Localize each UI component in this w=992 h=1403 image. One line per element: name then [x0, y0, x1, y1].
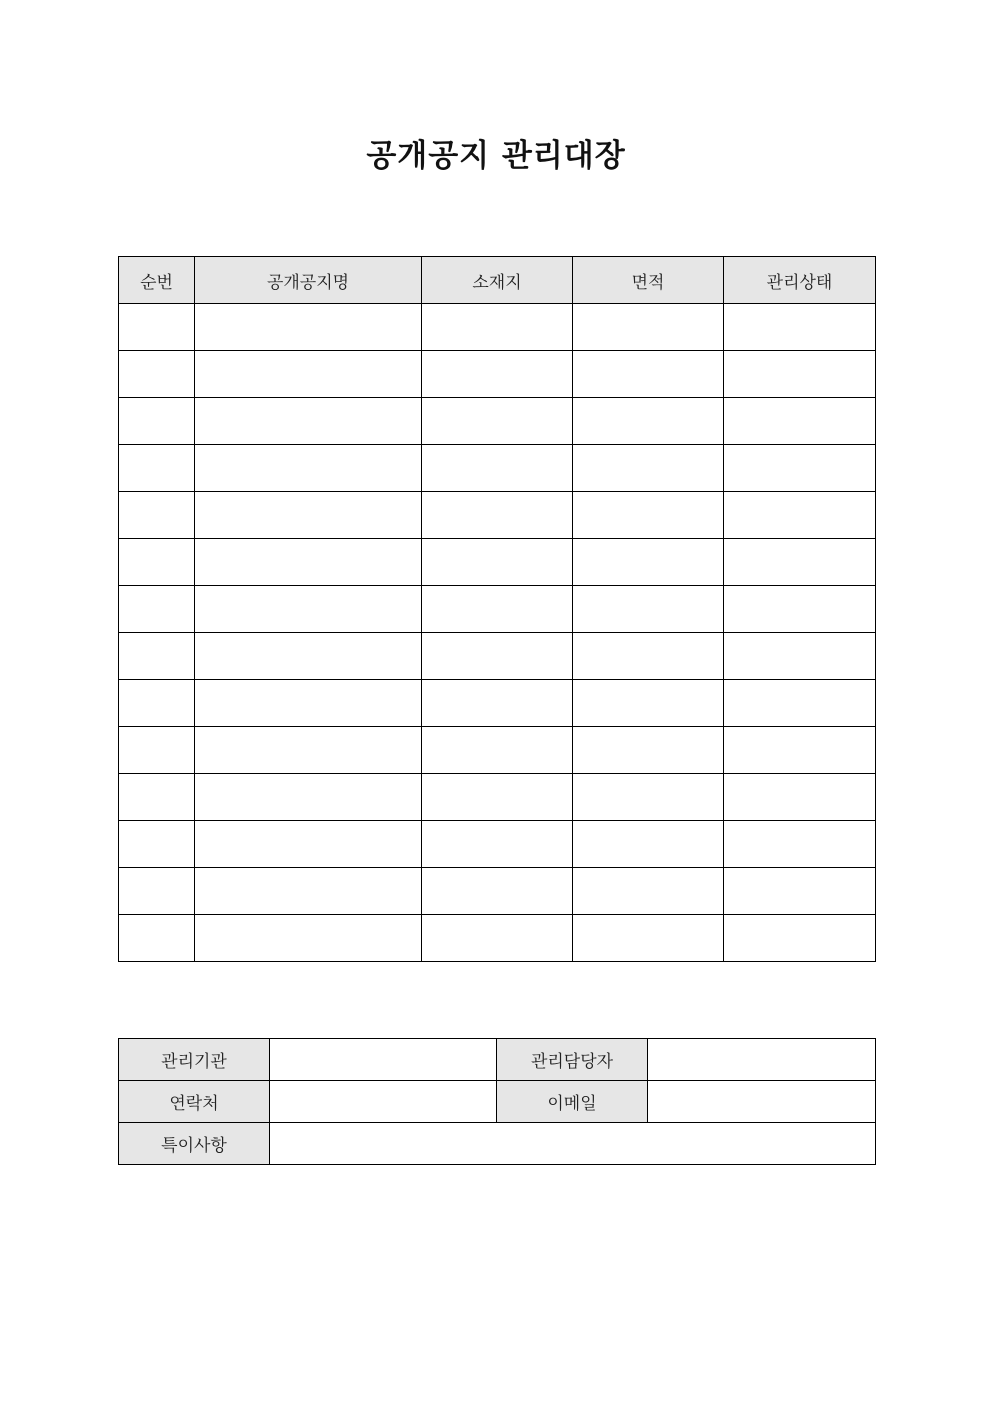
document-title: 공개공지 관리대장 — [366, 138, 626, 174]
contact-label: 연락처 — [119, 1081, 270, 1123]
seq-cell[interactable] — [119, 398, 195, 445]
space-name-cell[interactable] — [195, 398, 422, 445]
location-cell[interactable] — [422, 586, 573, 633]
status-cell[interactable] — [724, 304, 876, 351]
table-row — [119, 351, 876, 398]
header-seq: 순번 — [119, 257, 195, 304]
contact-field[interactable] — [270, 1081, 497, 1123]
status-cell[interactable] — [724, 821, 876, 868]
space-name-cell[interactable] — [195, 539, 422, 586]
header-area: 면적 — [573, 257, 724, 304]
status-cell[interactable] — [724, 915, 876, 962]
table-row — [119, 492, 876, 539]
location-cell[interactable] — [422, 492, 573, 539]
location-cell[interactable] — [422, 398, 573, 445]
status-cell[interactable] — [724, 445, 876, 492]
location-cell[interactable] — [422, 868, 573, 915]
info-row-agency — [119, 1039, 876, 1081]
header-status: 관리상태 — [724, 257, 876, 304]
area-cell[interactable] — [573, 351, 724, 398]
status-cell[interactable] — [724, 539, 876, 586]
info-row-notes — [119, 1123, 876, 1165]
status-cell[interactable] — [724, 586, 876, 633]
area-cell[interactable] — [573, 633, 724, 680]
location-cell[interactable] — [422, 539, 573, 586]
seq-cell[interactable] — [119, 868, 195, 915]
status-cell[interactable] — [724, 727, 876, 774]
area-cell[interactable] — [573, 680, 724, 727]
area-cell[interactable] — [573, 539, 724, 586]
table-row — [119, 727, 876, 774]
agency-label: 관리기관 — [119, 1039, 270, 1081]
status-cell[interactable] — [724, 351, 876, 398]
space-name-cell[interactable] — [195, 304, 422, 351]
space-name-cell[interactable] — [195, 868, 422, 915]
manager-label: 관리담당자 — [497, 1039, 648, 1081]
seq-cell[interactable] — [119, 351, 195, 398]
info-row-contact — [119, 1081, 876, 1123]
space-name-cell[interactable] — [195, 633, 422, 680]
table-row — [119, 445, 876, 492]
status-cell[interactable] — [724, 680, 876, 727]
space-name-cell[interactable] — [195, 680, 422, 727]
space-name-cell[interactable] — [195, 821, 422, 868]
seq-cell[interactable] — [119, 539, 195, 586]
area-cell[interactable] — [573, 492, 724, 539]
seq-cell[interactable] — [119, 633, 195, 680]
seq-cell[interactable] — [119, 492, 195, 539]
location-cell[interactable] — [422, 633, 573, 680]
space-name-cell[interactable] — [195, 492, 422, 539]
email-field[interactable] — [648, 1081, 876, 1123]
table-row — [119, 586, 876, 633]
area-cell[interactable] — [573, 398, 724, 445]
area-cell[interactable] — [573, 821, 724, 868]
seq-cell[interactable] — [119, 821, 195, 868]
table-row — [119, 774, 876, 821]
area-cell[interactable] — [573, 304, 724, 351]
seq-cell[interactable] — [119, 586, 195, 633]
area-cell[interactable] — [573, 915, 724, 962]
seq-cell[interactable] — [119, 445, 195, 492]
table-row — [119, 868, 876, 915]
seq-cell[interactable] — [119, 774, 195, 821]
status-cell[interactable] — [724, 633, 876, 680]
area-cell[interactable] — [573, 868, 724, 915]
notes-field[interactable] — [270, 1123, 876, 1165]
space-name-cell[interactable] — [195, 774, 422, 821]
space-name-cell[interactable] — [195, 586, 422, 633]
location-cell[interactable] — [422, 304, 573, 351]
area-cell[interactable] — [573, 586, 724, 633]
agency-field[interactable] — [270, 1039, 497, 1081]
register-body — [119, 304, 876, 962]
location-cell[interactable] — [422, 727, 573, 774]
table-row — [119, 539, 876, 586]
space-name-cell[interactable] — [195, 915, 422, 962]
seq-cell[interactable] — [119, 727, 195, 774]
status-cell[interactable] — [724, 398, 876, 445]
header-space-name: 공개공지명 — [195, 257, 422, 304]
table-row — [119, 680, 876, 727]
seq-cell[interactable] — [119, 680, 195, 727]
seq-cell[interactable] — [119, 915, 195, 962]
manager-field[interactable] — [648, 1039, 876, 1081]
location-cell[interactable] — [422, 774, 573, 821]
location-cell[interactable] — [422, 680, 573, 727]
area-cell[interactable] — [573, 445, 724, 492]
table-row — [119, 304, 876, 351]
space-name-cell[interactable] — [195, 727, 422, 774]
table-row — [119, 633, 876, 680]
location-cell[interactable] — [422, 915, 573, 962]
seq-cell[interactable] — [119, 304, 195, 351]
space-name-cell[interactable] — [195, 445, 422, 492]
email-label: 이메일 — [497, 1081, 648, 1123]
status-cell[interactable] — [724, 868, 876, 915]
location-cell[interactable] — [422, 351, 573, 398]
table-row — [119, 915, 876, 962]
table-row — [119, 821, 876, 868]
location-cell[interactable] — [422, 821, 573, 868]
header-location: 소재지 — [422, 257, 573, 304]
table-row — [119, 398, 876, 445]
info-table — [118, 1038, 876, 1165]
area-cell[interactable] — [573, 774, 724, 821]
status-cell[interactable] — [724, 774, 876, 821]
status-cell[interactable] — [724, 492, 876, 539]
area-cell[interactable] — [573, 727, 724, 774]
location-cell[interactable] — [422, 445, 573, 492]
register-table — [118, 256, 876, 962]
notes-label: 특이사항 — [119, 1123, 270, 1165]
space-name-cell[interactable] — [195, 351, 422, 398]
register-header-row — [119, 257, 876, 304]
